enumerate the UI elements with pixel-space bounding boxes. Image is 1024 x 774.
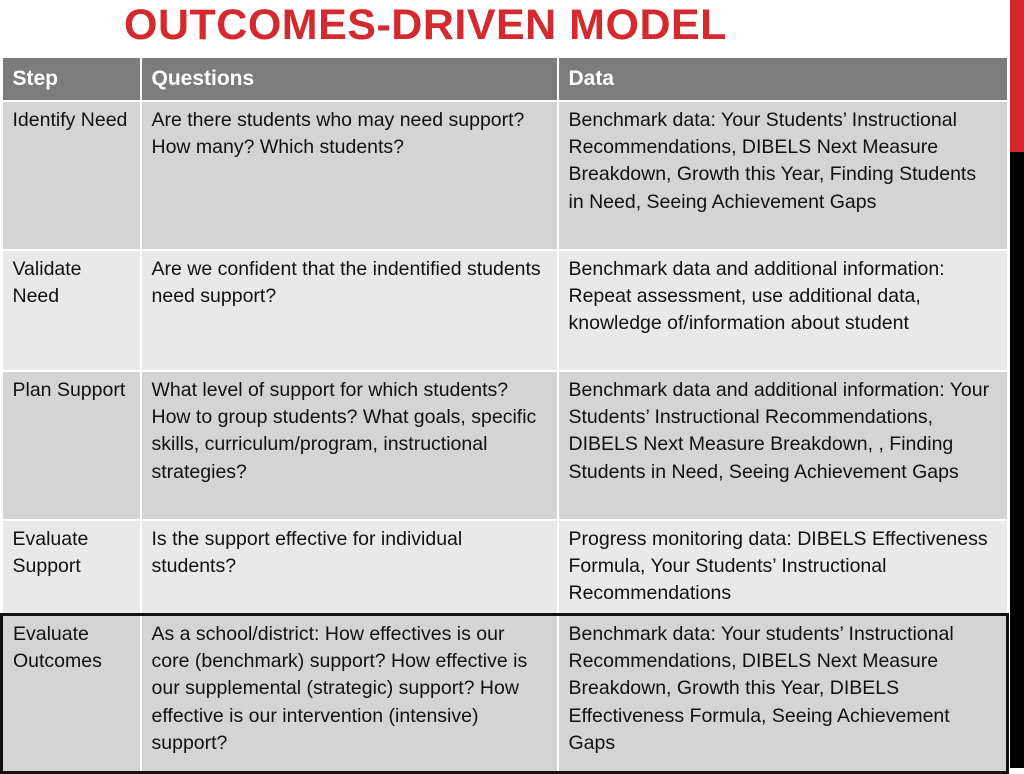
cell-step: Evaluate Outcomes bbox=[2, 615, 141, 773]
header-step: Step bbox=[2, 58, 141, 101]
table-row bbox=[2, 371, 1008, 520]
cell-data: Benchmark data: Your Students’ Instructional Recommendations, DIBELS Next Measure Breakdown, Growth this Year, Finding Students in Need, Seeing Achievement Gaps bbox=[558, 101, 1008, 250]
cell-data: Benchmark data: Your students’ Instructional Recommendations, DIBELS Next Measure Breakdown, Growth this Year, DIBELS Effectiveness Formula, Seeing Achievement Gaps bbox=[558, 615, 1008, 773]
cell-data: Benchmark data and additional information: Your Students’ Instructional Recommendations, DIBELS Next Measure Breakdown, , Finding Students in Need, Seeing Achievement Gaps bbox=[558, 371, 1008, 520]
table-row-highlighted bbox=[2, 615, 1008, 773]
slide-title: OUTCOMES-DRIVEN MODEL bbox=[124, 1, 727, 49]
cell-questions: As a school/district: How effectives is our core (benchmark) support? How effective is our supplemental (strategic) support? How effective is our intervention (intensive) support? bbox=[141, 615, 558, 773]
cell-questions: Are there students who may need support? How many? Which students? bbox=[141, 101, 558, 250]
accent-bar-black bbox=[1010, 152, 1024, 768]
header-questions: Questions bbox=[141, 58, 558, 101]
cell-data: Benchmark data and additional information: Repeat assessment, use additional data, knowledge of/information about student bbox=[558, 250, 1008, 371]
cell-step: Plan Support bbox=[2, 371, 141, 520]
table-header-row bbox=[2, 58, 1008, 101]
table-row bbox=[2, 101, 1008, 250]
cell-data: Progress monitoring data: DIBELS Effectiveness Formula, Your Students’ Instructional Recommendations bbox=[558, 520, 1008, 615]
accent-bar-red bbox=[1010, 0, 1024, 152]
header-data: Data bbox=[558, 58, 1008, 101]
table-row bbox=[2, 250, 1008, 371]
cell-step: Evaluate Support bbox=[2, 520, 141, 615]
outcomes-table bbox=[0, 58, 1009, 774]
cell-questions: Are we confident that the indentified students need support? bbox=[141, 250, 558, 371]
cell-step: Identify Need bbox=[2, 101, 141, 250]
outcomes-table-container bbox=[0, 58, 1006, 766]
cell-questions: Is the support effective for individual students? bbox=[141, 520, 558, 615]
cell-questions: What level of support for which students? How to group students? What goals, specific skills, curriculum/program, instructional strategies? bbox=[141, 371, 558, 520]
table-row bbox=[2, 520, 1008, 615]
cell-step: Validate Need bbox=[2, 250, 141, 371]
